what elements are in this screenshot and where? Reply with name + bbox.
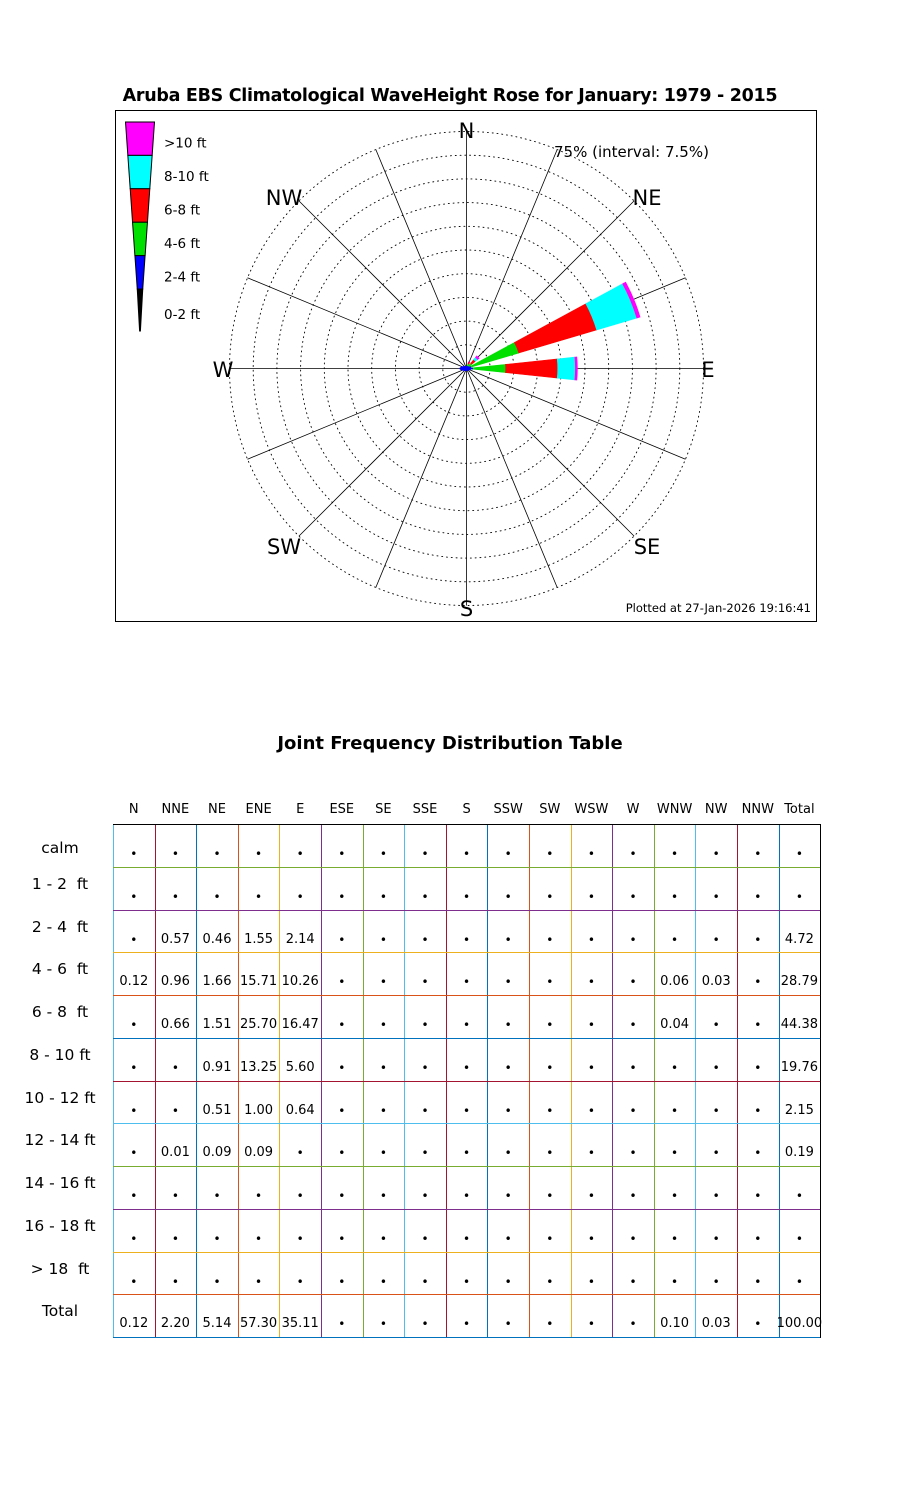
table-cell: • bbox=[754, 1018, 762, 1032]
table-cell: • bbox=[712, 889, 720, 904]
table-cell: • bbox=[629, 1317, 637, 1332]
table-cell: • bbox=[504, 975, 512, 990]
table-cell: 1.55 bbox=[244, 931, 274, 947]
table-cell: • bbox=[421, 1018, 429, 1032]
table-grid-hline bbox=[113, 1123, 821, 1124]
table-cell: • bbox=[754, 1231, 762, 1246]
table-cell: 0.46 bbox=[202, 931, 232, 947]
table-cell: 0.09 bbox=[202, 1145, 232, 1161]
table-cell: 0.19 bbox=[784, 1145, 814, 1161]
table-cell: • bbox=[338, 1189, 346, 1203]
table-cell: • bbox=[795, 847, 803, 861]
column-header-W: W bbox=[626, 802, 640, 817]
table-cell: • bbox=[587, 847, 595, 861]
table-cell: • bbox=[671, 1274, 679, 1289]
table-cell: • bbox=[629, 889, 637, 904]
column-header-WSW: WSW bbox=[574, 802, 609, 817]
table-cell: • bbox=[795, 1231, 803, 1246]
table-cell: • bbox=[421, 1146, 429, 1161]
table-cell: • bbox=[587, 975, 595, 990]
table-cell: • bbox=[421, 847, 429, 861]
table-cell: 1.00 bbox=[244, 1102, 274, 1118]
table-cell: • bbox=[712, 1146, 720, 1161]
table-cell: • bbox=[546, 1146, 554, 1161]
table-cell: • bbox=[712, 1189, 720, 1203]
column-header-SSE: SSE bbox=[412, 802, 438, 817]
table-cell: • bbox=[629, 1103, 637, 1118]
table-cell: • bbox=[671, 1146, 679, 1161]
table-cell: 13.25 bbox=[239, 1059, 278, 1075]
legend-label: 0-2 ft bbox=[164, 307, 201, 323]
table-cell: • bbox=[463, 1189, 471, 1203]
table-cell: • bbox=[338, 889, 346, 904]
column-header-NNW: NNW bbox=[741, 802, 774, 817]
table-cell: • bbox=[379, 1274, 387, 1289]
row-label: 16 - 18 ft bbox=[24, 1216, 96, 1235]
table-cell: • bbox=[754, 932, 762, 947]
row-label: 2 - 4 ft bbox=[31, 917, 89, 936]
table-cell: • bbox=[712, 847, 720, 861]
table-cell: 0.96 bbox=[160, 974, 190, 990]
table-cell: • bbox=[504, 1189, 512, 1203]
table-cell: • bbox=[379, 1146, 387, 1161]
table-cell: • bbox=[754, 1060, 762, 1075]
table-cell: • bbox=[213, 847, 221, 861]
table-cell: • bbox=[754, 1274, 762, 1289]
table-cell: • bbox=[712, 932, 720, 947]
table-cell: • bbox=[629, 1146, 637, 1161]
compass-label-W: W bbox=[212, 358, 234, 382]
table-cell: • bbox=[338, 1103, 346, 1118]
compass-label-SW: SW bbox=[266, 535, 302, 559]
table-cell: • bbox=[463, 847, 471, 861]
table-cell: • bbox=[296, 847, 304, 861]
table-cell: 28.79 bbox=[780, 974, 818, 990]
table-grid-hline bbox=[113, 1337, 821, 1338]
table-cell: 19.76 bbox=[780, 1059, 818, 1075]
table-cell: • bbox=[171, 847, 179, 861]
table-cell: • bbox=[671, 1060, 679, 1075]
table-cell: • bbox=[754, 889, 762, 904]
table-cell: • bbox=[504, 847, 512, 861]
table-cell: • bbox=[213, 1189, 221, 1203]
table-cell: • bbox=[379, 975, 387, 990]
table-cell: 2.15 bbox=[784, 1102, 814, 1118]
table-cell: • bbox=[712, 1274, 720, 1289]
table-cell: • bbox=[795, 1274, 803, 1289]
table-cell: • bbox=[712, 1231, 720, 1246]
row-label: 1 - 2 ft bbox=[31, 874, 89, 893]
table-cell: • bbox=[671, 1103, 679, 1118]
table-cell: • bbox=[504, 1317, 512, 1332]
column-header-NE: NE bbox=[208, 802, 226, 817]
table-cell: • bbox=[463, 1146, 471, 1161]
table-cell: • bbox=[463, 1018, 471, 1032]
table-grid-hline bbox=[113, 952, 821, 953]
column-header-ESE: ESE bbox=[329, 802, 355, 817]
compass-label-NE: NE bbox=[632, 186, 662, 210]
table-cell: • bbox=[629, 1189, 637, 1203]
table-cell: • bbox=[463, 1317, 471, 1332]
table-cell: • bbox=[546, 1018, 554, 1032]
table-cell: • bbox=[130, 1274, 138, 1289]
table-cell: • bbox=[795, 1189, 803, 1203]
column-header-E: E bbox=[296, 802, 305, 817]
table-cell: • bbox=[546, 889, 554, 904]
table-cell: • bbox=[587, 1146, 595, 1161]
table-cell: • bbox=[463, 1103, 471, 1118]
table-cell: 1.66 bbox=[202, 974, 232, 990]
table-cell: • bbox=[712, 1103, 720, 1118]
table-cell: • bbox=[421, 1189, 429, 1203]
table-cell: • bbox=[338, 847, 346, 861]
table-cell: • bbox=[587, 1274, 595, 1289]
table-cell: • bbox=[504, 1231, 512, 1246]
table-cell: • bbox=[379, 932, 387, 947]
legend-label: 4-6 ft bbox=[164, 235, 201, 252]
table-cell: • bbox=[671, 1231, 679, 1246]
table-cell: • bbox=[546, 975, 554, 990]
table-cell: • bbox=[255, 1231, 263, 1246]
table-grid-hline bbox=[113, 1166, 821, 1167]
table-cell: • bbox=[379, 1018, 387, 1032]
table-title: Joint Frequency Distribution Table bbox=[277, 733, 623, 754]
table-border-top bbox=[113, 824, 821, 825]
table-cell: • bbox=[338, 975, 346, 990]
table-cell: • bbox=[130, 1103, 138, 1118]
table-cell: • bbox=[171, 1060, 179, 1075]
table-cell: • bbox=[504, 1060, 512, 1075]
table-cell: • bbox=[546, 847, 554, 861]
table-cell: • bbox=[671, 889, 679, 904]
table-cell: • bbox=[671, 1189, 679, 1203]
table-cell: • bbox=[421, 1274, 429, 1289]
table-cell: • bbox=[379, 1231, 387, 1246]
table-grid-hline bbox=[113, 1209, 821, 1210]
table-cell: • bbox=[587, 1317, 595, 1332]
table-cell: 0.66 bbox=[160, 1017, 190, 1032]
row-label: 8 - 10 ft bbox=[29, 1045, 91, 1064]
column-header-ENE: ENE bbox=[245, 802, 272, 817]
table-cell: • bbox=[504, 1018, 512, 1032]
table-cell: • bbox=[130, 1231, 138, 1246]
table-cell: • bbox=[546, 932, 554, 947]
table-cell: • bbox=[504, 932, 512, 947]
column-header-SSW: SSW bbox=[493, 802, 523, 817]
plotted-at-timestamp: Plotted at 27-Jan-2026 19:16:41 bbox=[625, 601, 811, 615]
table-cell: • bbox=[504, 1274, 512, 1289]
table-cell: 100.00 bbox=[776, 1316, 823, 1332]
table-cell: • bbox=[629, 932, 637, 947]
table-cell: • bbox=[587, 889, 595, 904]
table-cell: • bbox=[421, 932, 429, 947]
table-cell: 0.12 bbox=[119, 1316, 149, 1332]
table-cell: 0.91 bbox=[202, 1059, 232, 1075]
table-cell: • bbox=[213, 889, 221, 904]
table-cell: • bbox=[629, 847, 637, 861]
table-cell: • bbox=[379, 847, 387, 861]
table-cell: • bbox=[629, 1231, 637, 1246]
table-cell: • bbox=[213, 1231, 221, 1246]
table-cell: 0.12 bbox=[119, 974, 149, 990]
table-cell: • bbox=[130, 847, 138, 861]
legend-label: 6-8 ft bbox=[164, 202, 201, 219]
table-cell: • bbox=[171, 889, 179, 904]
table-cell: 0.03 bbox=[701, 1316, 731, 1332]
table-cell: • bbox=[379, 1317, 387, 1332]
table-cell: 25.70 bbox=[239, 1017, 278, 1032]
column-header-NW: NW bbox=[704, 802, 728, 817]
table-cell: 57.30 bbox=[239, 1316, 278, 1332]
legend-label: >10 ft bbox=[164, 135, 207, 152]
table-cell: • bbox=[379, 1103, 387, 1118]
table-cell: • bbox=[338, 1060, 346, 1075]
column-header-SW: SW bbox=[539, 802, 561, 817]
column-header-N: N bbox=[128, 802, 139, 817]
table-cell: • bbox=[463, 1231, 471, 1246]
legend-label: 2-4 ft bbox=[164, 269, 201, 286]
table-cell: 5.14 bbox=[202, 1316, 232, 1332]
table-cell: • bbox=[255, 1189, 263, 1203]
table-cell: • bbox=[421, 1103, 429, 1118]
table-cell: • bbox=[130, 1060, 138, 1075]
table-cell: • bbox=[546, 1274, 554, 1289]
table-cell: • bbox=[754, 1317, 762, 1332]
table-cell: • bbox=[296, 1231, 304, 1246]
table-cell: • bbox=[171, 1274, 179, 1289]
table-cell: • bbox=[463, 975, 471, 990]
table-cell: • bbox=[130, 889, 138, 904]
table-cell: • bbox=[338, 1018, 346, 1032]
row-label: Total bbox=[41, 1302, 79, 1321]
table-cell: 35.11 bbox=[281, 1316, 319, 1332]
compass-label-E: E bbox=[701, 358, 715, 382]
row-label: 10 - 12 ft bbox=[24, 1088, 96, 1107]
table-cell: 0.57 bbox=[160, 931, 190, 947]
column-header-NNE: NNE bbox=[161, 802, 190, 817]
table-grid-hline bbox=[113, 1252, 821, 1253]
table-cell: 16.47 bbox=[281, 1017, 319, 1032]
table-cell: • bbox=[379, 1060, 387, 1075]
table-cell: • bbox=[463, 889, 471, 904]
table-cell: • bbox=[338, 932, 346, 947]
table-cell: • bbox=[463, 932, 471, 947]
table-cell: 0.10 bbox=[660, 1316, 690, 1332]
column-header-SE: SE bbox=[375, 802, 392, 817]
table-cell: • bbox=[587, 1060, 595, 1075]
table-cell: • bbox=[795, 889, 803, 904]
column-header-S: S bbox=[462, 802, 471, 817]
table-cell: • bbox=[171, 1189, 179, 1203]
table-cell: • bbox=[338, 1231, 346, 1246]
table-cell: 0.01 bbox=[160, 1145, 190, 1161]
table-cell: • bbox=[296, 1274, 304, 1289]
table-cell: • bbox=[546, 1189, 554, 1203]
table-cell: • bbox=[629, 1018, 637, 1032]
table-cell: • bbox=[587, 1103, 595, 1118]
table-cell: • bbox=[379, 889, 387, 904]
table-cell: • bbox=[338, 1274, 346, 1289]
table-cell: 0.04 bbox=[660, 1017, 690, 1032]
legend-label: 8-10 ft bbox=[164, 169, 209, 186]
table-cell: • bbox=[629, 975, 637, 990]
table-cell: 0.06 bbox=[660, 974, 690, 990]
table-cell: • bbox=[587, 1018, 595, 1032]
table-cell: 0.09 bbox=[244, 1145, 274, 1161]
table-cell: • bbox=[130, 1146, 138, 1161]
row-label: 12 - 14 ft bbox=[24, 1131, 96, 1150]
table-cell: • bbox=[546, 1060, 554, 1075]
table-cell: • bbox=[338, 1146, 346, 1161]
table-cell: • bbox=[546, 1103, 554, 1118]
table-cell: • bbox=[629, 1060, 637, 1075]
table-cell: • bbox=[130, 1189, 138, 1203]
table-cell: • bbox=[504, 1146, 512, 1161]
table-cell: • bbox=[421, 1231, 429, 1246]
table-cell: • bbox=[754, 975, 762, 990]
table-cell: • bbox=[463, 1274, 471, 1289]
table-grid-hline bbox=[113, 1294, 821, 1295]
table-cell: • bbox=[255, 1274, 263, 1289]
table-cell: • bbox=[546, 1231, 554, 1246]
column-header-WNW: WNW bbox=[656, 802, 693, 817]
row-label: > 18 ft bbox=[30, 1259, 90, 1278]
table-cell: • bbox=[130, 932, 138, 947]
table-grid-hline bbox=[113, 867, 821, 868]
table-cell: • bbox=[255, 889, 263, 904]
table-cell: 1.51 bbox=[202, 1017, 232, 1032]
table-grid-hline bbox=[113, 995, 821, 996]
table-cell: 0.51 bbox=[202, 1102, 232, 1118]
table-cell: • bbox=[671, 847, 679, 861]
table-cell: • bbox=[629, 1274, 637, 1289]
row-label: 14 - 16 ft bbox=[24, 1174, 96, 1192]
row-label: calm bbox=[41, 839, 79, 857]
table-cell: • bbox=[130, 1018, 138, 1032]
table-cell: • bbox=[213, 1274, 221, 1289]
table-grid-hline bbox=[113, 1081, 821, 1082]
table-cell: • bbox=[546, 1317, 554, 1332]
row-label: 6 - 8 ft bbox=[31, 1003, 89, 1021]
compass-label-SE: SE bbox=[633, 535, 661, 559]
table-cell: • bbox=[296, 889, 304, 904]
table-cell: • bbox=[338, 1317, 346, 1332]
compass-label-NW: NW bbox=[265, 186, 303, 210]
table-cell: • bbox=[379, 1189, 387, 1203]
compass-label-S: S bbox=[459, 597, 474, 621]
table-cell: 4.72 bbox=[784, 931, 814, 947]
table-grid-hline bbox=[113, 910, 821, 911]
table-cell: 2.14 bbox=[285, 931, 315, 947]
table-cell: 44.38 bbox=[780, 1017, 818, 1032]
compass-label-N: N bbox=[458, 119, 475, 143]
table-cell: • bbox=[421, 889, 429, 904]
table-cell: • bbox=[255, 847, 263, 861]
table-cell: 2.20 bbox=[160, 1316, 190, 1332]
table-cell: • bbox=[754, 1103, 762, 1118]
table-cell: • bbox=[754, 847, 762, 861]
table-cell: • bbox=[587, 1189, 595, 1203]
table-cell: • bbox=[296, 1189, 304, 1203]
row-label: 4 - 6 ft bbox=[31, 960, 89, 979]
table-cell: 0.64 bbox=[285, 1102, 315, 1118]
table-cell: • bbox=[421, 1317, 429, 1332]
table-border-right bbox=[820, 824, 821, 1338]
table-cell: • bbox=[171, 1231, 179, 1246]
table-cell: • bbox=[712, 1060, 720, 1075]
radial-scale-label: 75% (interval: 7.5%) bbox=[554, 143, 709, 161]
table-cell: • bbox=[712, 1018, 720, 1032]
table-cell: 0.03 bbox=[701, 974, 731, 990]
table-cell: • bbox=[587, 932, 595, 947]
table-cell: • bbox=[171, 1103, 179, 1118]
table-cell: • bbox=[754, 1189, 762, 1203]
table-cell: 10.26 bbox=[281, 974, 319, 990]
table-cell: • bbox=[463, 1060, 471, 1075]
table-cell: • bbox=[754, 1146, 762, 1161]
table-cell: 15.71 bbox=[239, 974, 278, 990]
table-cell: • bbox=[421, 1060, 429, 1075]
table-cell: 5.60 bbox=[285, 1059, 315, 1075]
table-grid-hline bbox=[113, 1038, 821, 1039]
table-cell: • bbox=[504, 889, 512, 904]
table-cell: • bbox=[296, 1146, 304, 1161]
table-cell: • bbox=[421, 975, 429, 990]
table-cell: • bbox=[504, 1103, 512, 1118]
column-header-Total: Total bbox=[784, 802, 815, 817]
table-cell: • bbox=[671, 932, 679, 947]
table-cell: • bbox=[587, 1231, 595, 1246]
rose-title: Aruba EBS Climatological WaveHeight Rose for January: 1979 - 2015 bbox=[122, 86, 778, 106]
